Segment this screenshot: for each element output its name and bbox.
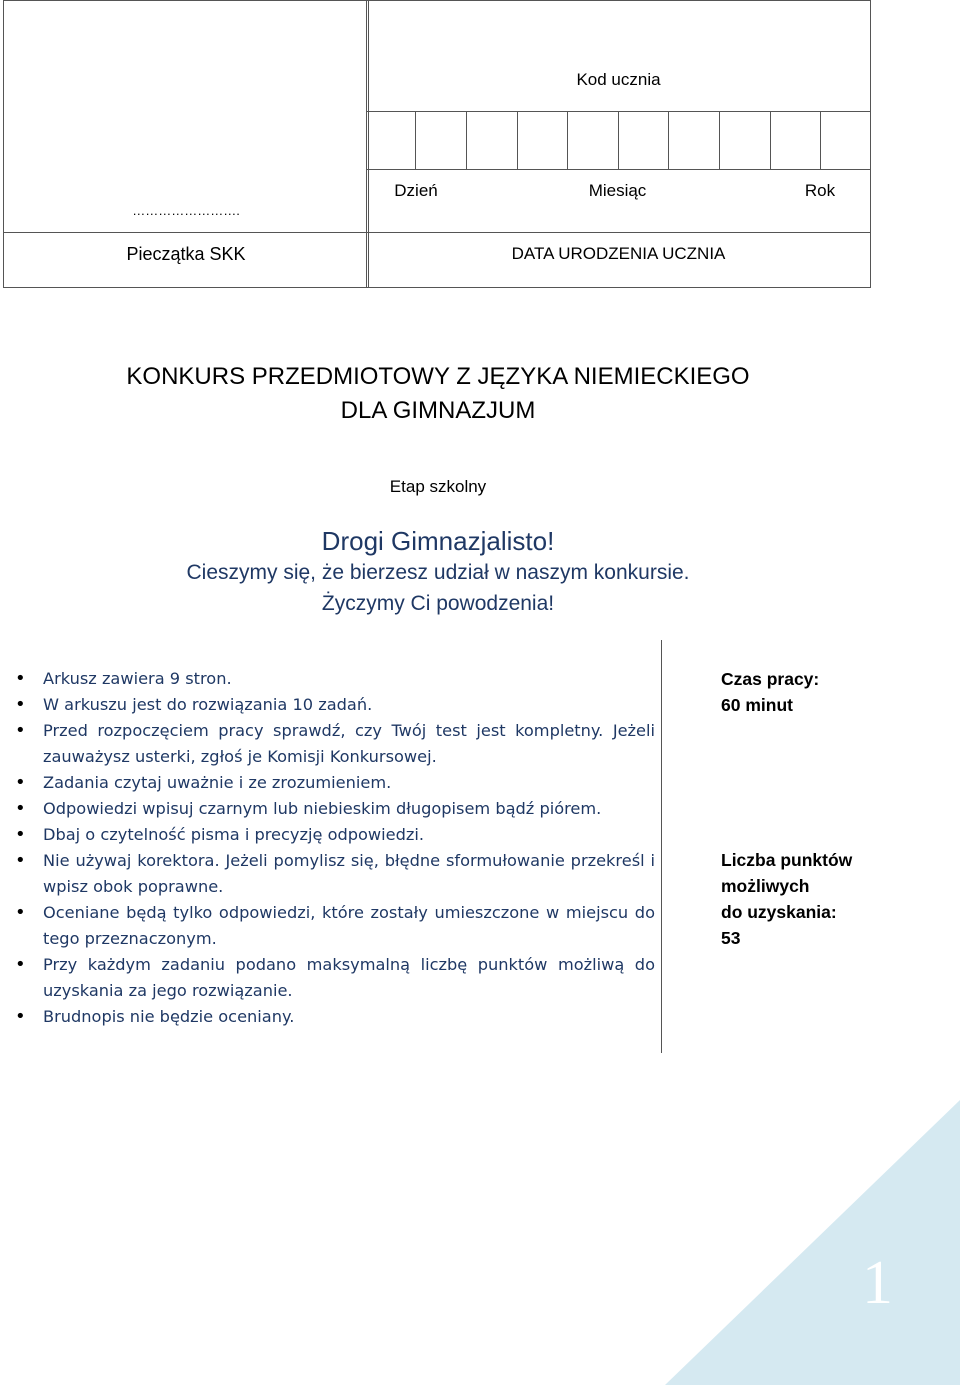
- contest-stage: Etap szkolny: [389, 477, 487, 496]
- page-number: 1: [862, 1249, 893, 1317]
- instruction-item: • Przy każdym zadaniu podano maksymalną liczbę punktów możliwą do uzyskania za jego rozwiązanie.: [15, 952, 655, 1004]
- greeting-heading: Drogi Gimnazjalisto!: [321, 526, 555, 556]
- month-label: Miesiąc: [588, 181, 647, 200]
- code-cell-divider: [415, 112, 416, 169]
- column-divider: [661, 640, 662, 1053]
- greeting-wish: Życzymy Ci powodzenia!: [321, 592, 555, 615]
- instruction-item: • Nie używaj korektora. Jeżeli pomylisz się, błędne sformułowanie przekreśl i wpisz obok poprawne.: [15, 848, 655, 900]
- student-code-box: [366, 0, 871, 112]
- student-code-label: Kod ucznia: [576, 70, 661, 89]
- instruction-item: • Dbaj o czytelność pisma i precyzję odpowiedzi.: [15, 822, 655, 848]
- instruction-item: • Zadania czytaj uważnie i ze zrozumieniem.: [15, 770, 655, 796]
- contest-title: KONKURS PRZEDMIOTOWY Z JĘZYKA NIEMIECKIEGO: [126, 363, 750, 390]
- instruction-item: • Przed rozpoczęciem pracy sprawdź, czy Twój test jest kompletny. Jeżeli zauważysz usterki, zgłoś je Komisji Konkursowej.: [15, 718, 655, 770]
- day-label: Dzień: [394, 181, 438, 200]
- greeting-line: Cieszymy się, że bierzesz udział w naszym konkursie.: [186, 561, 690, 584]
- instruction-item: • Odpowiedzi wpisuj czarnym lub niebieskim długopisem bądź piórem.: [15, 796, 655, 822]
- code-cell-divider: [466, 112, 467, 169]
- code-cell-divider: [567, 112, 568, 169]
- points-value: 53: [721, 928, 741, 948]
- birthdate-label: DATA URODZENIA UCZNIA: [511, 244, 726, 263]
- instruction-item: • W arkuszu jest do rozwiązania 10 zadań.: [15, 692, 655, 718]
- code-cell-divider: [770, 112, 771, 169]
- stamp-dots: …………………….: [132, 203, 240, 218]
- code-cell-divider: [668, 112, 669, 169]
- code-cell-divider: [618, 112, 619, 169]
- stamp-divider: [3, 232, 369, 233]
- time-info: [721, 666, 819, 718]
- instructions-list: [15, 666, 655, 1030]
- instruction-item: • Oceniane będą tylko odpowiedzi, które zostały umieszczone w miejscu do tego przeznaczonym.: [15, 900, 655, 952]
- points-label: możliwych: [721, 876, 810, 896]
- stamp-label: Pieczątka SKK: [126, 244, 246, 264]
- contest-subtitle: DLA GIMNAZJUM: [340, 397, 536, 424]
- time-label: Czas pracy:: [721, 669, 820, 689]
- year-label: Rok: [804, 181, 836, 200]
- code-cell-divider: [719, 112, 720, 169]
- instruction-item: • Arkusz zawiera 9 stron.: [15, 666, 655, 692]
- birthdate-divider: [366, 232, 871, 233]
- code-cell-divider: [517, 112, 518, 169]
- corner-decoration: [665, 1100, 960, 1385]
- points-label: Liczba punktów: [721, 850, 853, 870]
- time-value: 60 minut: [721, 695, 793, 715]
- instruction-item: • Brudnopis nie będzie oceniany.: [15, 1004, 655, 1030]
- points-info: [721, 847, 852, 951]
- points-label: do uzyskania:: [721, 902, 837, 922]
- code-cell-divider: [820, 112, 821, 169]
